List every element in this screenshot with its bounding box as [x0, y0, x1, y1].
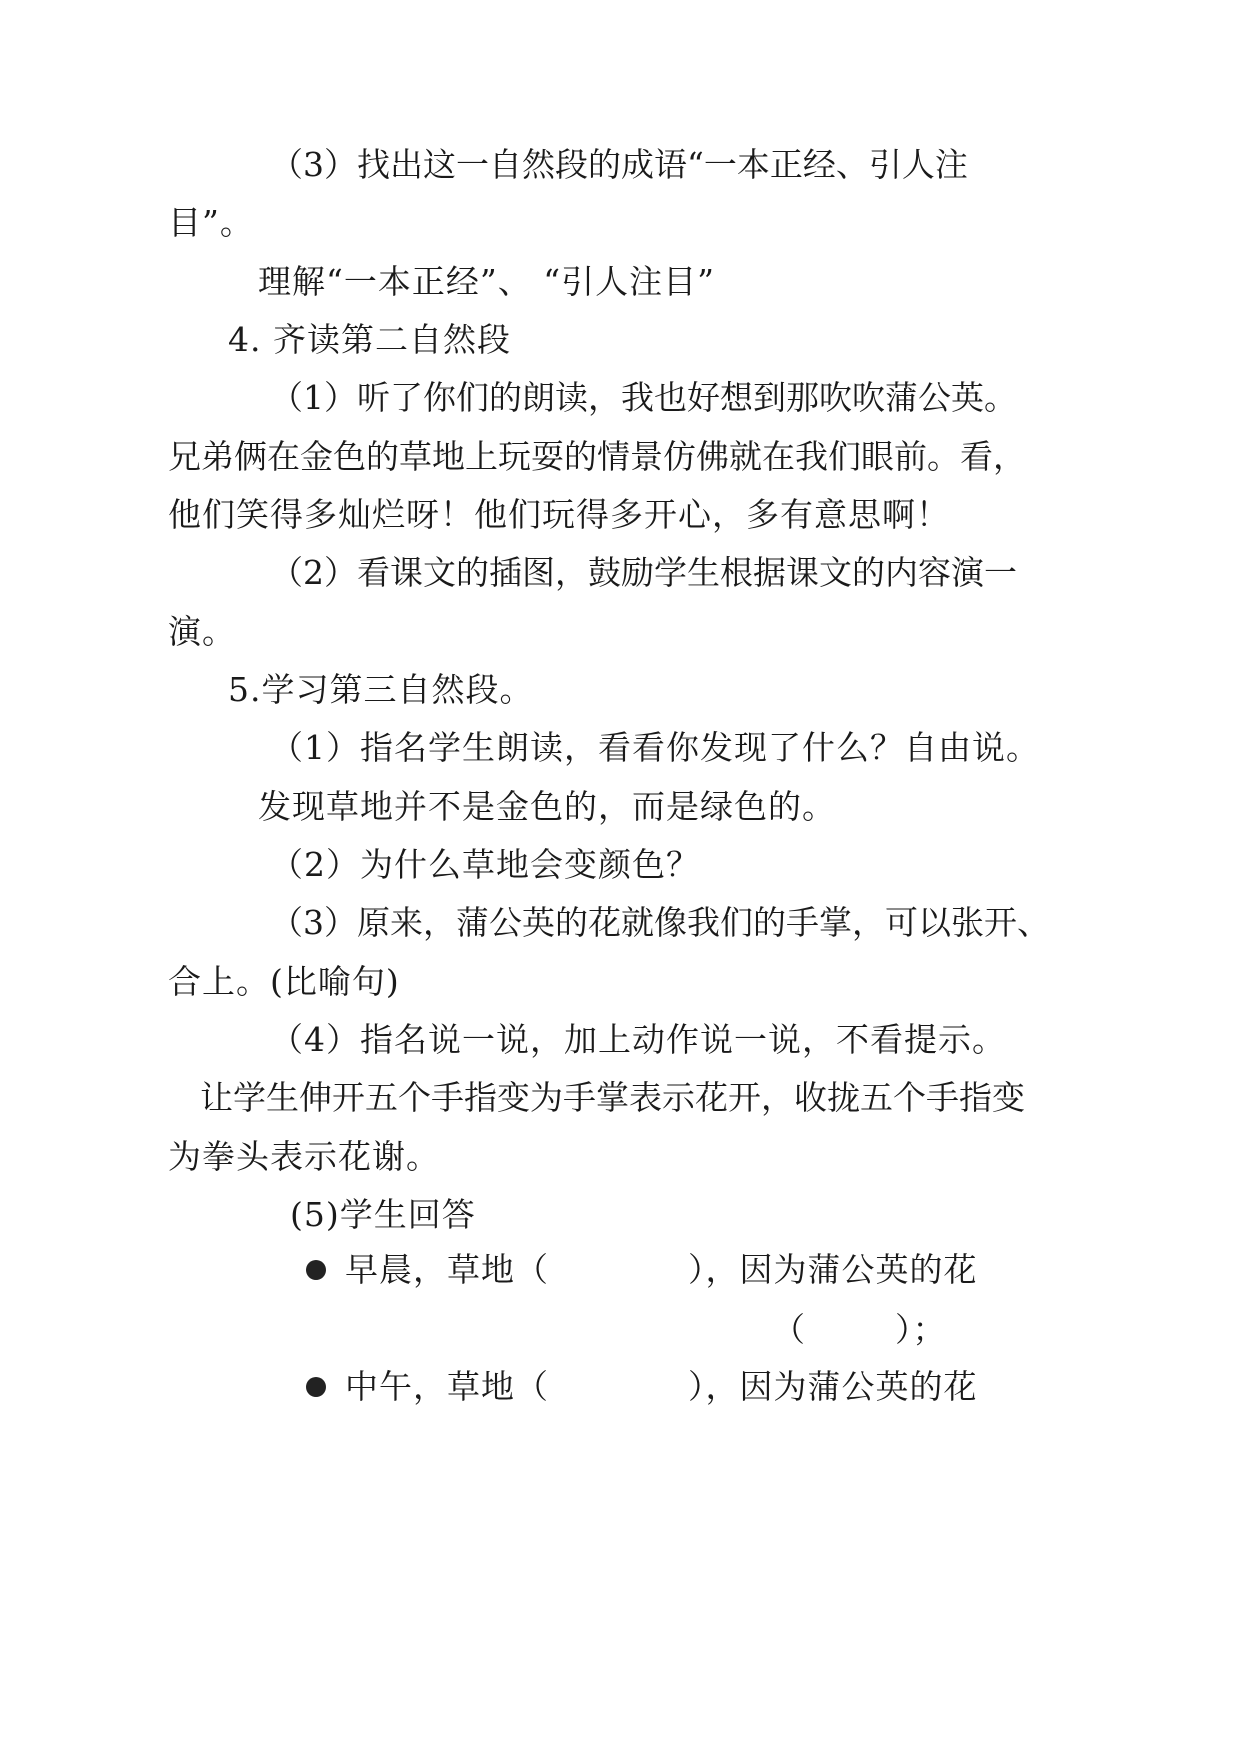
text-char: 想 — [720, 378, 753, 417]
blank-open-paren: （ — [772, 1310, 806, 1349]
text-char: 吹 — [819, 378, 852, 417]
text-char: 3 — [303, 145, 324, 184]
text-char: 听 — [357, 378, 390, 417]
text-char: 图 — [522, 553, 555, 592]
text-char: 指 — [464, 1078, 497, 1117]
paragraph-line: 他们笑得多灿烂呀！他们玩得多开心，多有意思啊！ — [168, 495, 950, 534]
paragraph-line — [200, 1078, 1025, 1118]
text-char: （ — [270, 903, 303, 942]
text-char: 吹 — [852, 378, 885, 417]
text-char: 变 — [992, 1078, 1025, 1117]
text-char: 一 — [703, 145, 737, 184]
text-char: 像 — [654, 903, 687, 942]
paragraph-line — [168, 437, 1026, 477]
text-char: 五 — [860, 1078, 893, 1117]
text-char: 、 — [1017, 903, 1050, 942]
text-char: 佛 — [696, 437, 729, 476]
text-char: 眼 — [861, 437, 894, 476]
text-char: 掌 — [596, 1078, 629, 1117]
text-char: 朗 — [522, 378, 555, 417]
text-char: 自 — [489, 145, 522, 184]
text-char: 前 — [894, 437, 927, 476]
paragraph-line: 理解“一本正经”、 “引人注目” — [258, 262, 715, 301]
paragraph-line: 为拳头表示花谢。 — [168, 1137, 440, 1176]
text-char: 开 — [984, 903, 1017, 942]
text-char: 仿 — [663, 437, 696, 476]
text-char: ， — [588, 378, 621, 417]
bullet-item-suffix: ），因为蒲公英的花 — [688, 1367, 978, 1406]
text-char: 五 — [365, 1078, 398, 1117]
text-char: 段 — [555, 145, 588, 184]
text-char: 耍 — [531, 437, 564, 476]
text-char: 这 — [423, 145, 456, 184]
paragraph-line — [270, 903, 1050, 943]
text-char: 景 — [630, 437, 663, 476]
paragraph-line: （4）指名说一说，加上动作说一说，不看提示。 — [270, 1020, 1006, 1059]
text-char: 手 — [431, 1078, 464, 1117]
paragraph-line: （2）为什么草地会变颜色？ — [270, 845, 700, 884]
text-char: 的 — [489, 378, 522, 417]
text-char: 生 — [687, 553, 720, 592]
text-char: ， — [993, 437, 1026, 476]
text-char: 个 — [893, 1078, 926, 1117]
text-char: 开 — [332, 1078, 365, 1117]
text-char: 文 — [819, 553, 852, 592]
text-char: 。 — [984, 378, 1017, 417]
text-char: 在 — [267, 437, 300, 476]
text-char: 可 — [885, 903, 918, 942]
text-char: （ — [270, 553, 303, 592]
text-char: 蒲 — [456, 903, 489, 942]
text-char: 课 — [786, 553, 819, 592]
text-char: 语 — [654, 145, 687, 184]
text-char: 看 — [960, 437, 993, 476]
text-char: 花 — [588, 903, 621, 942]
paragraph-line: 发现草地并不是金色的，而是绿色的。 — [258, 787, 836, 826]
text-char: 俩 — [234, 437, 267, 476]
text-char: 表 — [629, 1078, 662, 1117]
text-char: ， — [555, 553, 588, 592]
text-char: 内 — [885, 553, 918, 592]
text-char: 金 — [300, 437, 333, 476]
text-char: 的 — [564, 437, 597, 476]
text-char: 好 — [687, 378, 720, 417]
text-char: 们 — [828, 437, 861, 476]
text-char: 草 — [399, 437, 432, 476]
bullet-dot-icon — [306, 1377, 326, 1397]
paragraph-line — [270, 553, 1017, 593]
paragraph-line — [270, 145, 968, 185]
text-char: 蒲 — [885, 378, 918, 417]
text-char: 我 — [687, 903, 720, 942]
paragraph-line: （1）指名学生朗读，看看你发现了什么？自由说。 — [270, 728, 1040, 767]
section-heading: 4. 齐读第二自然段 — [228, 320, 511, 359]
paragraph-line: 演。 — [168, 612, 236, 651]
blank-close-paren: ）； — [895, 1310, 947, 1349]
text-char: 为 — [530, 1078, 563, 1117]
text-char: 的 — [456, 553, 489, 592]
text-char: 手 — [563, 1078, 596, 1117]
text-char: 色 — [333, 437, 366, 476]
text-char: 让 — [200, 1078, 233, 1117]
paragraph-line: 目”。 — [168, 203, 254, 242]
bullet-item-suffix: ），因为蒲公英的花 — [688, 1250, 978, 1289]
paragraph-line: 合上。(比喻句) — [168, 962, 400, 1001]
text-char: 的 — [588, 145, 621, 184]
text-char: 了 — [390, 378, 423, 417]
text-char: 找 — [357, 145, 390, 184]
text-char: 到 — [753, 378, 786, 417]
text-char: 掌 — [819, 903, 852, 942]
text-char: 你 — [423, 378, 456, 417]
text-char: 一 — [984, 553, 1017, 592]
text-char: 情 — [597, 437, 630, 476]
text-char: 、 — [835, 145, 869, 184]
text-char: 地 — [432, 437, 465, 476]
text-char: 的 — [555, 903, 588, 942]
text-char: ， — [852, 903, 885, 942]
text-char: 我 — [621, 378, 654, 417]
text-char: 正 — [769, 145, 803, 184]
bullet-item-prefix: 早晨，草地（ — [345, 1250, 549, 1289]
text-char: 收 — [794, 1078, 827, 1117]
text-char: 以 — [918, 903, 951, 942]
text-char: 的 — [753, 903, 786, 942]
text-char: 就 — [621, 903, 654, 942]
text-char: 变 — [497, 1078, 530, 1117]
text-char: 演 — [951, 553, 984, 592]
text-char: “ — [687, 145, 704, 184]
text-char: 拢 — [827, 1078, 860, 1117]
text-char: 。 — [927, 437, 960, 476]
text-char: 引 — [868, 145, 902, 184]
text-char: 注 — [934, 145, 968, 184]
paragraph-line — [270, 378, 1017, 418]
bullet-dot-icon — [306, 1260, 326, 1280]
text-char: 成 — [621, 145, 654, 184]
text-char: ） — [324, 378, 357, 417]
text-char: ） — [324, 553, 357, 592]
text-char: 然 — [522, 145, 555, 184]
text-char: 在 — [762, 437, 795, 476]
text-char: ， — [423, 903, 456, 942]
text-char: 公 — [918, 378, 951, 417]
text-char: 就 — [729, 437, 762, 476]
text-char: 的 — [366, 437, 399, 476]
text-char: （ — [270, 378, 303, 417]
text-char: 示 — [662, 1078, 695, 1117]
text-char: 花 — [695, 1078, 728, 1117]
text-char: ） — [324, 145, 357, 184]
text-char: 原 — [357, 903, 390, 942]
text-char: 兄 — [168, 437, 201, 476]
text-char: 玩 — [498, 437, 531, 476]
text-char: ） — [324, 903, 357, 942]
text-char: 个 — [398, 1078, 431, 1117]
section-heading: 5.学习第三自然段。 — [228, 670, 534, 709]
text-char: 1 — [303, 378, 324, 417]
text-char: 根 — [720, 553, 753, 592]
text-char: 据 — [753, 553, 786, 592]
bullet-item-prefix: 中午，草地（ — [345, 1367, 549, 1406]
text-char: 生 — [266, 1078, 299, 1117]
text-char: 学 — [233, 1078, 266, 1117]
text-char: 上 — [465, 437, 498, 476]
text-char: 本 — [736, 145, 770, 184]
text-char: 弟 — [201, 437, 234, 476]
text-char: 人 — [901, 145, 935, 184]
text-char: 伸 — [299, 1078, 332, 1117]
text-char: 看 — [357, 553, 390, 592]
text-char: 3 — [303, 903, 324, 942]
text-char: 经 — [802, 145, 836, 184]
text-char: 容 — [918, 553, 951, 592]
text-char: ， — [761, 1078, 794, 1117]
text-char: 手 — [786, 903, 819, 942]
text-char: 2 — [303, 553, 324, 592]
text-char: （ — [270, 145, 303, 184]
text-char: 指 — [959, 1078, 992, 1117]
text-char: 一 — [456, 145, 489, 184]
text-char: 出 — [390, 145, 423, 184]
text-char: 那 — [786, 378, 819, 417]
text-char: 张 — [951, 903, 984, 942]
text-char: 英 — [951, 378, 984, 417]
text-char: 公 — [489, 903, 522, 942]
text-char: 课 — [390, 553, 423, 592]
text-char: 鼓 — [588, 553, 621, 592]
text-char: 英 — [522, 903, 555, 942]
text-char: 也 — [654, 378, 687, 417]
text-char: 文 — [423, 553, 456, 592]
text-char: 们 — [456, 378, 489, 417]
paragraph-line: (5)学生回答 — [290, 1195, 476, 1234]
text-char: 开 — [728, 1078, 761, 1117]
text-char: 手 — [926, 1078, 959, 1117]
text-char: 读 — [555, 378, 588, 417]
text-char: 插 — [489, 553, 522, 592]
text-char: 学 — [654, 553, 687, 592]
text-char: 的 — [852, 553, 885, 592]
text-char: 来 — [390, 903, 423, 942]
text-char: 我 — [795, 437, 828, 476]
text-char: 们 — [720, 903, 753, 942]
text-char: 励 — [621, 553, 654, 592]
